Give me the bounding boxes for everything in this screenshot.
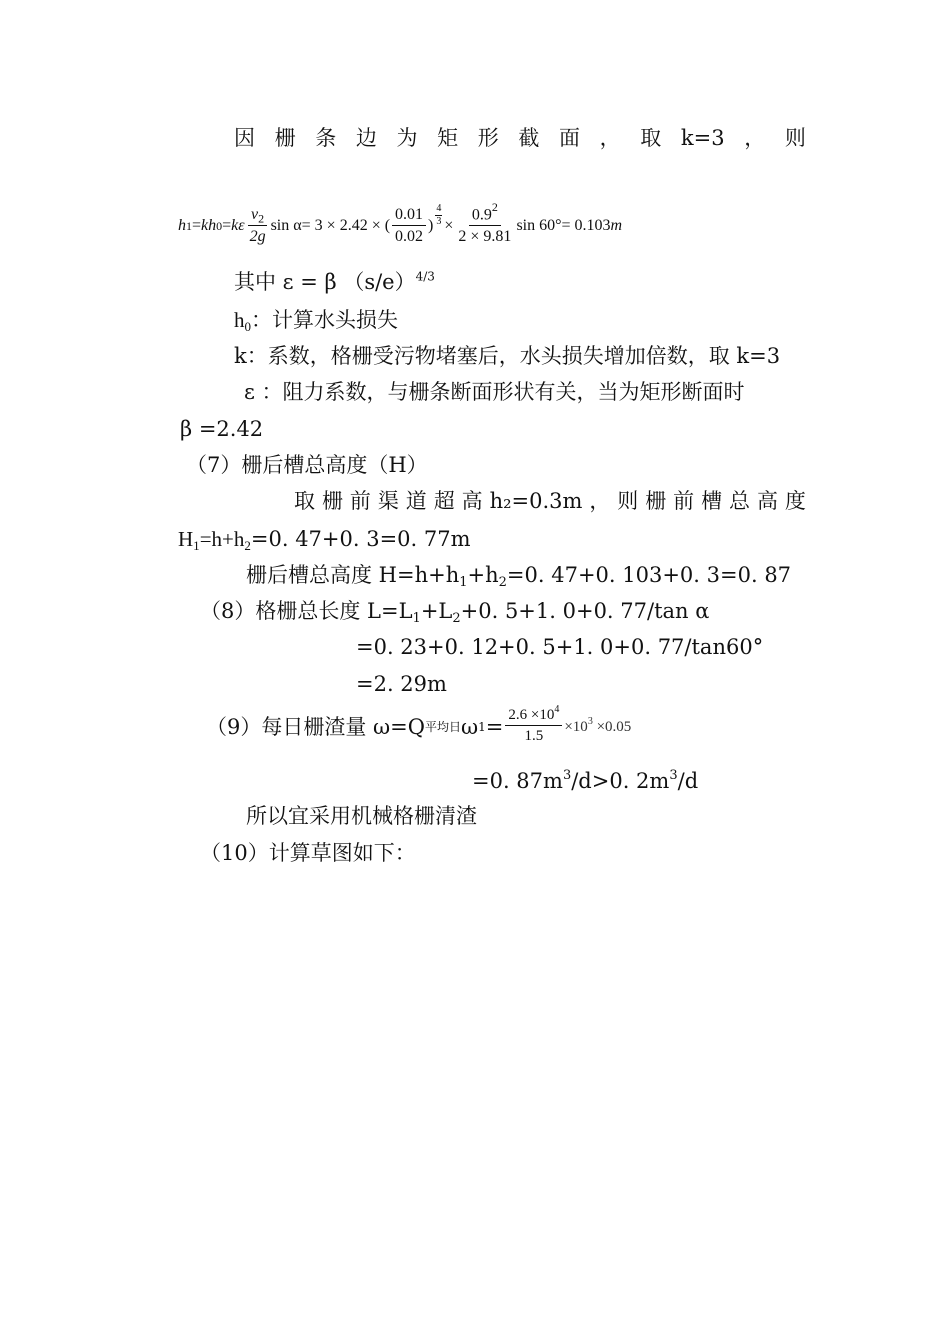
text-span: （10）计算草图如下：: [200, 841, 416, 865]
line-freeboard: [294, 491, 806, 512]
fraction-denominator: 3: [436, 215, 442, 227]
text-span: +L: [420, 599, 453, 623]
text-char: k=3: [680, 126, 725, 150]
text-span: 其中 ε = β （s/e）: [234, 270, 416, 294]
line-conclusion: [246, 806, 477, 827]
formula-operator: ×: [444, 217, 454, 234]
screenings-fraction: [505, 704, 562, 744]
text-char: 矩: [437, 126, 459, 150]
text-subscript: 1: [459, 574, 468, 590]
text-char: 总: [729, 489, 751, 513]
text-superscript: 3: [562, 767, 572, 783]
formula-term: sin α: [270, 217, 302, 234]
text-subscript: 2: [452, 610, 461, 626]
line-h1-value: [178, 527, 471, 553]
formula-superscript: 4: [554, 704, 560, 715]
text-superscript: 3: [669, 767, 678, 783]
line-length-substitution: [356, 637, 763, 658]
text-char: 则: [617, 489, 639, 513]
text-char: 超: [433, 489, 455, 513]
text-span: h: [234, 308, 245, 332]
text-char: ，: [744, 126, 766, 150]
text-char: 为: [396, 126, 418, 150]
text-char: 栅: [645, 489, 667, 513]
text-span: /d>0. 2m: [571, 769, 670, 793]
text-span: =0. 87m: [472, 769, 563, 793]
text-span: ε ：阻力系数，与栅条断面形状有关，当为矩形断面时: [244, 380, 745, 404]
text-subscript: 1: [193, 537, 200, 553]
text-char: 槽: [701, 489, 723, 513]
fraction-denominator: 2 × 9.81: [458, 228, 512, 246]
text-span: =: [485, 714, 504, 739]
text-char: 取: [640, 126, 662, 150]
formula-symbol: k: [201, 217, 209, 234]
text-span: （7）栅后槽总高度（H）: [186, 453, 428, 477]
line-screenings-result: [472, 767, 699, 793]
text-span: =2. 29m: [356, 672, 447, 696]
text-char: 渠: [377, 489, 399, 513]
formula-symbol: kε: [231, 217, 245, 234]
line-beta-value: [180, 419, 263, 440]
formula-operator: =: [192, 217, 202, 234]
formula-term: [564, 715, 632, 735]
text-span: H: [178, 527, 194, 551]
text-char: 面: [559, 126, 580, 150]
formula-operator: =: [222, 217, 232, 234]
text-span: ×10: [564, 718, 588, 735]
head-loss-formula: h 1 = k h 0 = kε $\frac{v_2}{2g}$ sin α = 3 × 2.42 × ( $\frac{0.01}{0.02}$ ) $\frac{4}{3}$ × $\frac{0.9^2}{2 \times 9.81}$ sin 60° = 0.103 m: [178, 199, 623, 246]
text-char: 度: [784, 489, 806, 513]
text-char: 截: [518, 126, 540, 150]
text-char: ，: [599, 126, 621, 150]
fraction-numerator: 2.6 ×10: [508, 707, 555, 723]
line-k-definition: [234, 346, 780, 367]
text-char: 高: [756, 489, 778, 513]
text-char: ，: [589, 489, 611, 513]
fraction-numerator: 0.01: [392, 207, 426, 226]
formula-superscript: 3: [587, 715, 593, 727]
formula-term: = 3 × 2.42 × (: [301, 217, 391, 234]
line-rectangular-section: [234, 128, 806, 149]
line-where-epsilon: [234, 269, 435, 294]
formula-superscript: 2: [491, 199, 498, 214]
formula-result: = 0.103: [561, 217, 611, 234]
text-char: h₂=0.3m: [489, 489, 583, 513]
text-span: k：系数，格栅受污物堵塞后，水头损失增加倍数，取 k=3: [234, 344, 781, 368]
formula-operator: ): [428, 217, 434, 234]
text-char: 则: [784, 126, 806, 150]
text-span: 所以宜采用机械格栅清渣: [246, 804, 477, 828]
text-char: 边: [355, 126, 377, 150]
velocity-head-fraction: [455, 199, 514, 246]
fraction-denominator: 2g: [249, 228, 266, 245]
formula-unit: m: [610, 217, 623, 234]
text-span: ：计算水头损失: [251, 308, 399, 332]
text-char: 栅: [321, 489, 343, 513]
section-heading-9: （9）每日栅渣量 ω=Q 平均日 ω 1 = $\frac{2.6 \times 10^4}{1.5}$ $\times 10^3 \times 0.05$: [206, 704, 632, 744]
text-char: 因: [234, 126, 255, 150]
fraction-numerator: 4: [436, 202, 442, 214]
velocity-fraction: [247, 207, 269, 245]
text-span: =0. 47+0. 3=0. 77m: [250, 527, 471, 551]
text-subscript: 2: [498, 574, 507, 590]
line-total-height: [246, 563, 792, 590]
exponent-fraction: [435, 204, 442, 227]
fraction-numerator: 0.9: [471, 206, 492, 224]
text-span: =h+h: [199, 527, 245, 551]
text-char: 道: [405, 489, 427, 513]
text-char: 前: [349, 489, 371, 513]
text-char: 形: [477, 126, 499, 150]
text-char: 前: [673, 489, 695, 513]
text-span: /d: [677, 769, 699, 793]
section-heading-8: [200, 599, 710, 626]
text-span: β =2.42: [180, 417, 264, 441]
text-span: =0. 47+0. 103+0. 3=0. 87: [506, 563, 792, 587]
text-span: 栅后槽总高度 H=h+h: [246, 563, 460, 587]
text-span: ω: [461, 714, 479, 739]
text-subscript: 1: [412, 610, 421, 626]
formula-symbol: h: [178, 217, 186, 234]
text-span: +h: [467, 563, 499, 587]
text-char: 栅: [274, 126, 296, 150]
text-char: 取: [294, 489, 315, 513]
text-span: +0. 5+1. 0+0. 77/tan α: [460, 599, 710, 623]
text-char: 条: [315, 126, 337, 150]
text-subscript: 0: [244, 318, 252, 334]
fraction-denominator: 0.02: [395, 228, 424, 245]
text-superscript: 4/3: [415, 269, 435, 284]
line-epsilon-definition: [244, 382, 745, 403]
formula-subscript: 2: [258, 211, 265, 226]
text-subscript: 2: [244, 537, 251, 553]
formula-term: sin 60°: [516, 217, 562, 234]
section-heading-10: [200, 843, 416, 864]
text-char: 高: [461, 489, 483, 513]
fraction-denominator: 1.5: [524, 728, 544, 744]
fraction-numerator: v: [251, 206, 259, 223]
text-span: （8）格栅总长度 L=L: [200, 599, 413, 623]
line-length-result: [356, 674, 447, 695]
ratio-fraction: [392, 207, 426, 245]
line-h0-definition: [234, 308, 399, 334]
text-span: ×0.05: [592, 718, 632, 735]
text-span: （9）每日栅渣量 ω=Q: [206, 714, 425, 739]
section-heading-7: [186, 455, 428, 476]
formula-symbol: h: [208, 217, 217, 234]
text-span: =0. 23+0. 12+0. 5+1. 0+0. 77/tan60°: [356, 635, 764, 659]
